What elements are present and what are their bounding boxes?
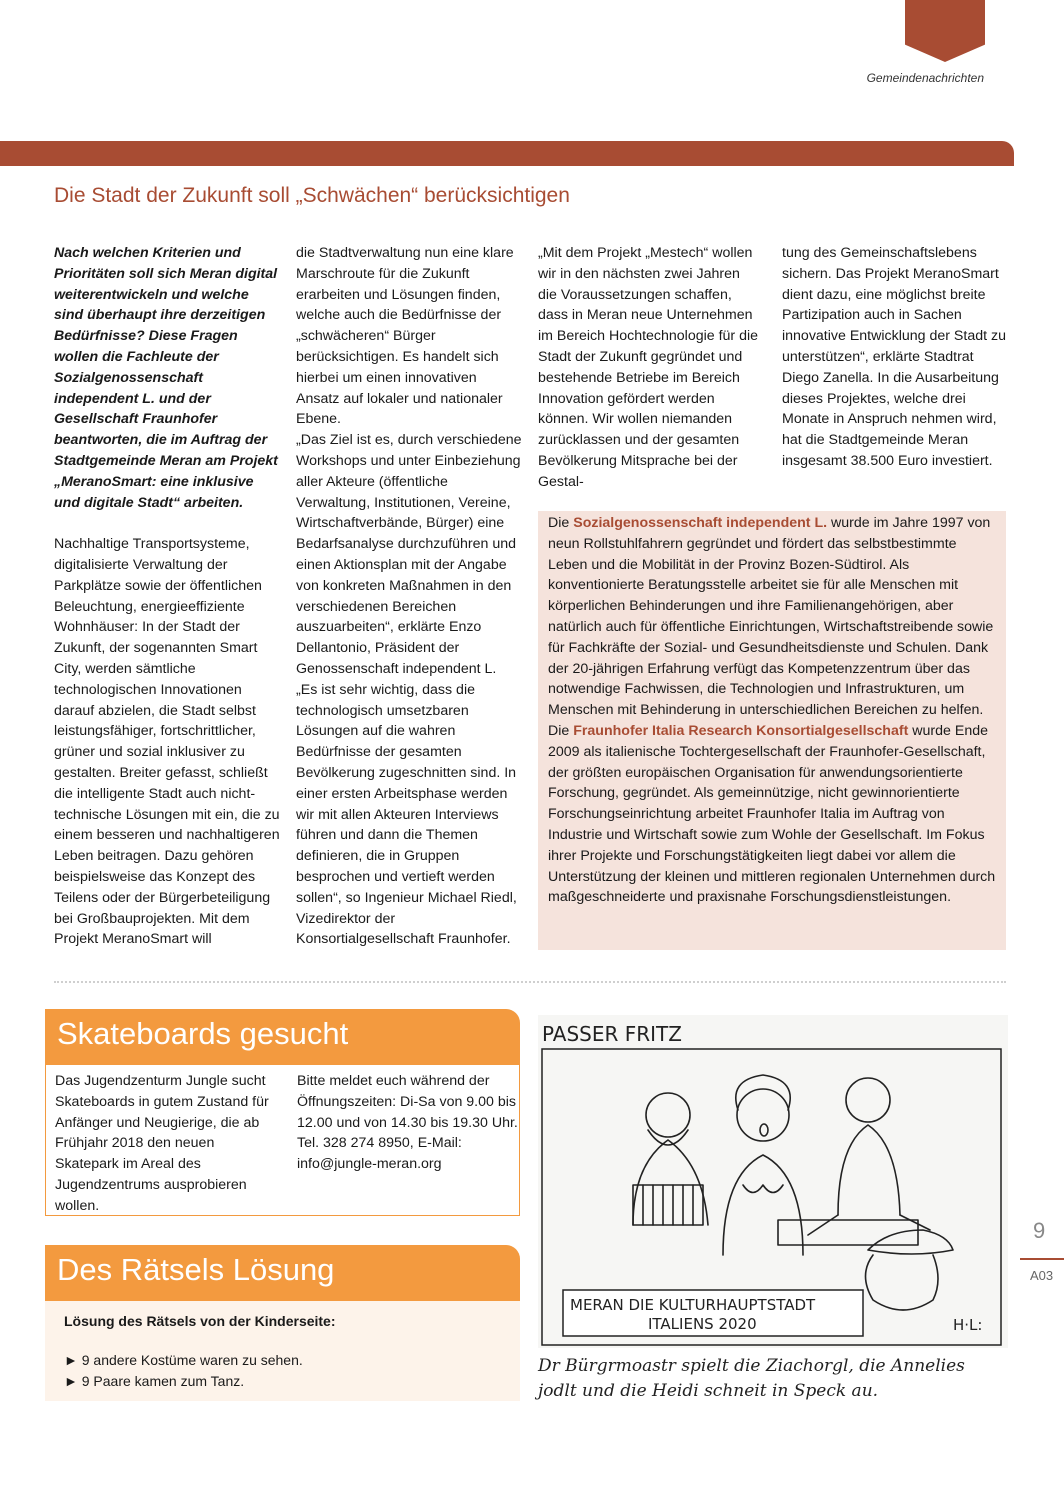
article-column-4 <box>782 243 1008 472</box>
raetsel-answer: ► 9 andere Kostüme waren zu sehen. <box>64 1352 303 1368</box>
info-paragraph-independent: Die Sozialgenossenschaft independent L. wurde im Jahre 1997 von neun Rollstuhlfahrern gegründet und fördert das selbstbestimmte Leben und die Mobilität in der Provinz Bozen-Südtirol. Als konventionierte Beratungsstelle arbeitet sie für alle Menschen mit körperlichen Behinderungen und ihre Familienangehörigen, aber natürlich auch für öffentliche Einrichtungen, Wirtschaftstreibende sowie für Fachkräfte der Sozial- und Gesundheitsdienste und Schulen. Dank der 20-jährigen Erfahrung verfügt das Kompetenzzentrum über das notwendige Fachwissen, die Technologien und Infrastrukturen, um Menschen mit Behinderung in unterschiedlichen Bereichen zu helfen. <box>548 515 994 719</box>
cartoon-drawing <box>538 1015 1008 1348</box>
section-label: Gemeindenachrichten <box>866 71 984 85</box>
article-body-text: Nachhaltige Transportsysteme, digitalisierte Verwaltung der Parkplätze sowie der öffentlichen Beleuchtung, energieeffiziente Wohnhäuser: In der Stadt der Zukunft, der sogenannten Smart City, werden sämtliche technologischen Innovationen darauf abzielen, die Stadt selbst leistungsfähiger, fortschrittlicher, grüner und sozial inklusiver zu gestalten. Breiter gefasst, schließt die intelligente Stadt auch nicht-technische Lösungen mit ein, die zu einem besseren und nachhaltigeren Leben beitragen. Dazu gehören beispielsweise das Konzept des Teilens oder der Bürgerbeteiligung bei Großbauprojekten. Mit dem Projekt MeranoSmart will <box>54 536 280 948</box>
org-name-independent: Sozialgenossenschaft independent L. <box>573 515 828 531</box>
article-quote: „Das Ziel ist es, durch verschiedene Workshops und unter Einbeziehung aller Akteure (öffentliche Verwaltung, Institutionen, Vereine, Wirtschaftverbände, Bürger) eine Bedarfsanalyse durchzuführen und einen Aktionsplan mit der Angabe von konkreten Maßnahmen in den verschiedenen Bereichen auszuarbeiten“, erklärte Enzo Dellantonio, Präsident der Genossenschaft independent L. <box>296 432 522 677</box>
cartoon-banner-line2: ITALIENS 2020 <box>648 1315 757 1333</box>
cartoon-title: PASSER FRITZ <box>542 1022 682 1046</box>
page-number: 9 <box>1033 1218 1046 1243</box>
cartoon-signature: H·L: <box>953 1316 983 1334</box>
raetsel-body <box>45 1301 520 1401</box>
organization-info-box <box>538 511 1006 950</box>
skateboards-text: Das Jugendzenturm Jungle sucht Skateboards in gutem Zustand für Anfänger und Neugierige, die ab Frühjahr 2018 den neuen Skatepark im Areal des Jugendzentrums ausprobieren wollen. <box>55 1073 269 1214</box>
raetsel-panel <box>45 1245 520 1401</box>
article-column-1 <box>54 243 280 950</box>
article-paragraph: tung des Gemeinschaftslebens sichern. Das Projekt MeranoSmart dient dazu, eine möglichst breite Partizipation auch in Sachen innovative Entwicklung der Stadt zu unterstützen“, erklärte Stadtrat Diego Zanella. In die Ausarbeitung dieses Projektes, welche drei Monate in Anspruch nehmen wird, hat die Stadtgemeinde Meran insgesamt 38.500 Euro investiert. <box>782 245 1006 469</box>
cartoon-illustration <box>538 1015 1008 1348</box>
header-band <box>0 141 1014 166</box>
article-quote: „Es ist sehr wichtig, dass die technologisch umsetzbaren Lösungen auf die wahren Bedürfnisse der gesamten Bevölkerung zugeschnitten sind. In einer ersten Arbeitsphase werden wir mit allen Akteuren Interviews führen und dann die Themen definieren, die in Gruppen besprochen und vertieft werden sollen“, so Ingenieur Michael Riedl, Vizedirektor der Konsortialgesellschaft Fraunhofer. <box>296 681 517 948</box>
cartoon-caption: Dr Bürgrmoastr spielt die Ziachorgl, die Annelies jodlt und die Heidi schneit in Speck au. <box>538 1356 965 1401</box>
folio-divider <box>1020 1258 1064 1260</box>
section-divider <box>54 981 1006 983</box>
org-name-fraunhofer: Fraunhofer Italia Research Konsortialgesellschaft <box>573 722 909 739</box>
opening-hours: Bitte meldet euch während der Öffnungszeiten: Di-Sa von 9.00 bis 12.00 und von 14.30 bis 19.30 Uhr. <box>297 1073 518 1131</box>
section-tab-marker <box>905 0 985 62</box>
skateboards-panel <box>45 1009 520 1216</box>
raetsel-answer: ► 9 Paare kamen zum Tanz. <box>64 1373 245 1389</box>
article-headline: Die Stadt der Zukunft soll „Schwächen“ berücksichtigen <box>54 184 570 207</box>
raetsel-title: Des Rätsels Lösung <box>45 1245 520 1301</box>
contact-info: Tel. 328 274 8950, E-Mail: info@jungle-meran.org <box>297 1135 462 1173</box>
cartoon-banner-line1: MERAN DIE KULTURHAUPTSTADT <box>570 1296 816 1314</box>
skateboards-contact <box>297 1071 519 1175</box>
article-paragraph: die Stadtverwaltung nun eine klare Marschroute für die Zukunft erarbeiten und Lösungen finden, welche auch die Bedürfnisse der „schwächeren“ Bürger berücksichtigen. Es handelt sich hierbei um einen innovativen Ansatz auf lokaler und nationaler Ebene. <box>296 245 514 428</box>
article-column-2 <box>296 243 522 950</box>
raetsel-question: Lösung des Rätsels von der Kinderseite: <box>64 1313 336 1329</box>
info-paragraph-fraunhofer: Die Fraunhofer Italia Research Konsortialgesellschaft wurde Ende 2009 als italienische Tochtergesellschaft der Fraunhofer-Gesellschaft, der größten europäischen Organisation für anwendungsorientierte Forschung, gegründet. Als gemeinnützige, nicht gewinnorientierte Forschungseinrichtung arbeitet Fraunhofer Italia im Auftrag von Industrie und Wirtschaft sowie zum Wohle der Gesellschaft. Im Fokus ihrer Projekte und Forschungstätigkeiten liegt dabei vor allem die Unterstützung der kleinen und mittleren regionalen Unternehmen durch maßgeschneiderte und praxisnahe Forschungsdienstleistungen. <box>548 722 996 906</box>
article-quote: „Mit dem Projekt „Mestech“ wollen wir in den nächsten zwei Jahren die Voraussetzungen schaffen, dass in Meran neue Unternehmen im Bereich Hochtechnologie für die Stadt der Zukunft gegründet und bestehende Betriebe im Bereich Innovation gefördert werden können. Wir wollen niemanden zurücklassen und der gesamten Bevölkerung Mitsprache bei der Gestal- <box>538 245 759 490</box>
article-column-3 <box>538 243 762 493</box>
skateboards-body <box>45 1065 520 1216</box>
article-lead: Nach welchen Kriterien und Prioritäten soll sich Meran digital weiterentwickeln und welche sind überhaupt ihre derzeitigen Bedürfnisse? Diese Fragen wollen die Fachleute der Sozialgenossenschaft independent L. und der Gesellschaft Fraunhofer beantworten, die im Auftrag der Stadtgemeinde Meran am Projekt „MeranoSmart: eine inklusive und digitale Stadt“ arbeiten. <box>54 245 278 511</box>
skateboards-title: Skateboards gesucht <box>45 1009 520 1065</box>
page-code: A03 <box>1030 1268 1054 1283</box>
